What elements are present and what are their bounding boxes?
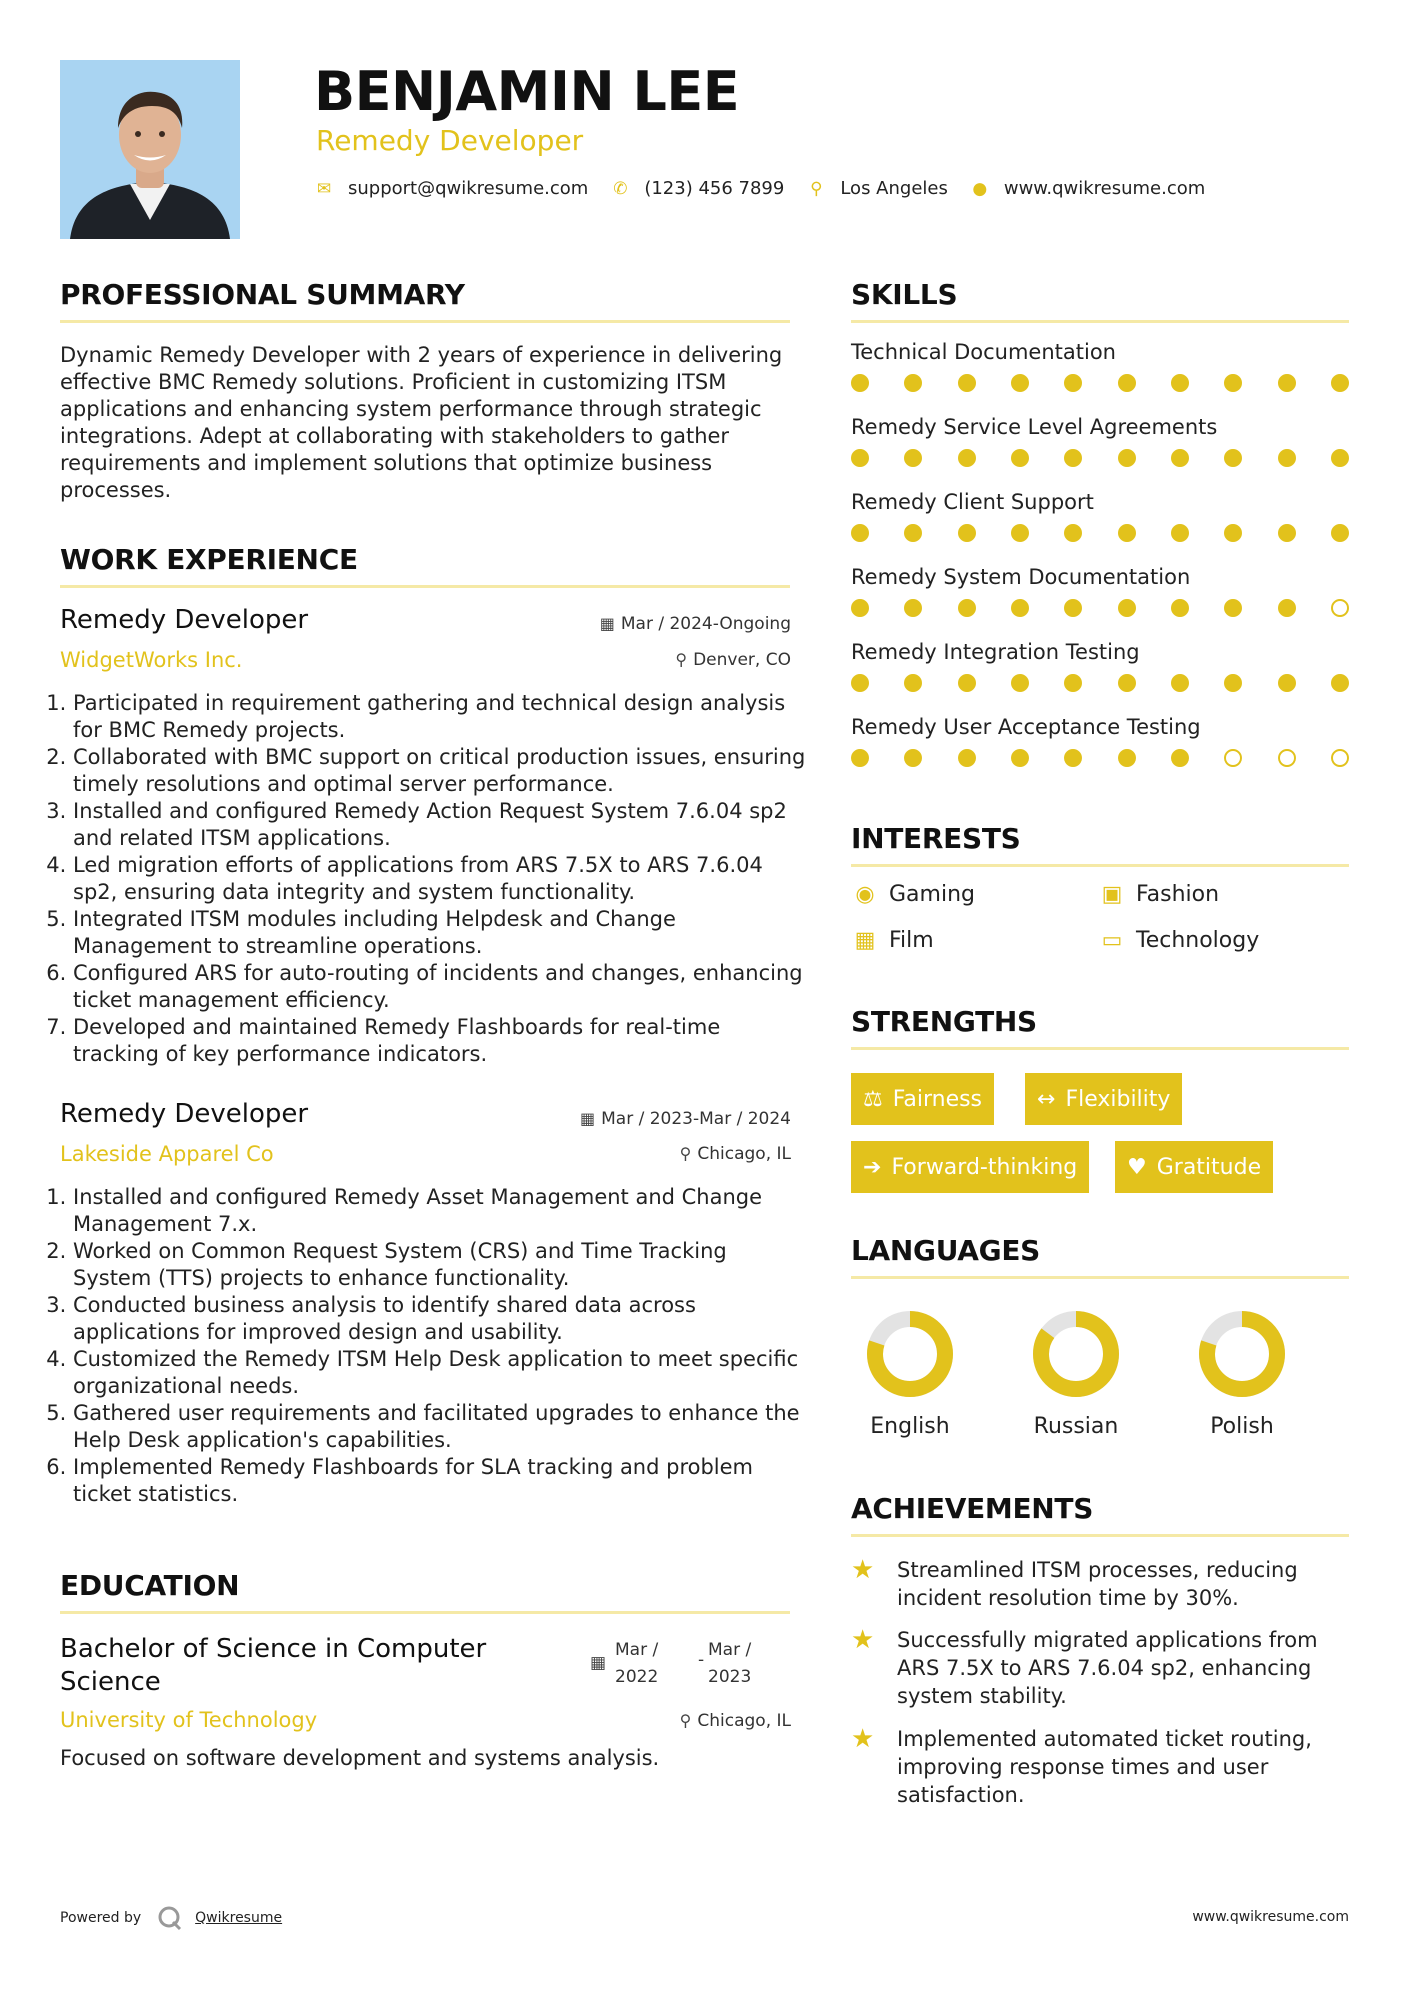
phone-icon: ✆ bbox=[613, 178, 628, 199]
edu-date-dash: - bbox=[698, 1650, 705, 1670]
interest-label: Gaming bbox=[889, 882, 975, 907]
candidate-name: BENJAMIN LEE bbox=[314, 60, 740, 123]
language-donut bbox=[1182, 1308, 1302, 1404]
achievement-text: Successfully migrated applications from ARS 7.5X to ARS 7.6.04 sp2, enhancing system stability. bbox=[897, 1628, 1318, 1708]
skill-rating bbox=[851, 449, 1349, 467]
rating-dot-filled bbox=[1224, 524, 1242, 542]
skill-rating bbox=[851, 599, 1349, 617]
achievement-item bbox=[851, 1725, 1349, 1809]
rating-dot-filled bbox=[958, 449, 976, 467]
contact-location: Los Angeles bbox=[840, 178, 948, 199]
job-location bbox=[675, 650, 791, 670]
achievement-item bbox=[851, 1556, 1349, 1612]
skill-row bbox=[851, 415, 1349, 490]
rating-dot-filled bbox=[958, 374, 976, 392]
calendar-icon: ▦ bbox=[579, 1109, 596, 1128]
rating-dot-filled bbox=[958, 524, 976, 542]
language-donut bbox=[850, 1308, 970, 1404]
achievement-text: Streamlined ITSM processes, reducing incident resolution time by 30%. bbox=[897, 1558, 1298, 1610]
job-title: Remedy Developer bbox=[60, 605, 309, 635]
rating-dot-filled bbox=[1064, 524, 1082, 542]
strengths-divider bbox=[851, 1047, 1349, 1050]
rating-dot-filled bbox=[1171, 674, 1189, 692]
degree-line: Bachelor of Science in Computer bbox=[60, 1634, 487, 1664]
summary-text: Dynamic Remedy Developer with 2 years of experience in delivering effective BMC Remedy solutions. Proficient in customizing ITSM applications and enhancing system performance through strategic integrations. Adept at collaborating with stakeholders to gather requirements and implement solutions that optimize business processes. bbox=[60, 343, 783, 502]
edu-end-year: 2023 bbox=[708, 1667, 752, 1687]
powered-by-text: Powered by bbox=[60, 1910, 142, 1926]
strength-label: Gratitude bbox=[1156, 1154, 1262, 1180]
language-donut bbox=[1016, 1308, 1136, 1404]
contact-email[interactable]: support@qwikresume.com bbox=[348, 178, 589, 199]
job-company: Lakeside Apparel Co bbox=[60, 1142, 274, 1166]
star-icon: ★ bbox=[851, 1625, 875, 1655]
language-label: Russian bbox=[1033, 1414, 1119, 1439]
skill-name: Remedy Service Level Agreements bbox=[851, 415, 1218, 439]
rating-dot-empty bbox=[1278, 749, 1296, 767]
rating-dot-filled bbox=[851, 524, 869, 542]
list-item: 5. Integrated ITSM modules including Helpdesk and Change Management to streamline operations. bbox=[73, 906, 811, 960]
bag-icon: ▣ bbox=[1101, 882, 1123, 907]
interest-item bbox=[851, 928, 934, 953]
list-item: 4. Customized the Remedy ITSM Help Desk application to meet specific organizational needs. bbox=[73, 1346, 811, 1400]
star-icon: ★ bbox=[851, 1724, 875, 1754]
edu-start-month: Mar / bbox=[615, 1640, 659, 1660]
list-item: 6. Configured ARS for auto-routing of incidents and changes, enhancing ticket management efficiency. bbox=[73, 960, 811, 1014]
skill-name: Remedy User Acceptance Testing bbox=[851, 715, 1201, 739]
achievement-text: Implemented automated ticket routing, improving response times and user satisfaction. bbox=[897, 1727, 1312, 1807]
achievements-divider bbox=[851, 1534, 1349, 1537]
achievements-heading: ACHIEVEMENTS bbox=[851, 1492, 1094, 1525]
interests-heading: INTERESTS bbox=[851, 822, 1021, 855]
contact-website[interactable]: www.qwikresume.com bbox=[1003, 178, 1206, 199]
job-location-text: Chicago, IL bbox=[697, 1144, 791, 1164]
rating-dot-empty bbox=[1331, 749, 1349, 767]
strength-label: Flexibility bbox=[1065, 1086, 1171, 1112]
rating-dot-filled bbox=[1331, 524, 1349, 542]
rating-dot-filled bbox=[1064, 374, 1082, 392]
globe-icon: ● bbox=[972, 178, 988, 199]
footer-url[interactable]: www.qwikresume.com bbox=[1192, 1909, 1349, 1925]
language-item bbox=[1182, 1308, 1302, 1408]
calendar-icon: ▦ bbox=[599, 614, 615, 633]
experience-heading: WORK EXPERIENCE bbox=[60, 543, 358, 576]
list-item: 5. Gathered user requirements and facilitated upgrades to enhance the Help Desk application's capabilities. bbox=[73, 1400, 811, 1454]
scale-icon: ⚖ bbox=[863, 1086, 883, 1112]
rating-dot-filled bbox=[958, 674, 976, 692]
strengths-heading: STRENGTHS bbox=[851, 1005, 1037, 1038]
rating-dot-filled bbox=[1171, 524, 1189, 542]
rating-dot-filled bbox=[1011, 599, 1029, 617]
person-portrait-icon bbox=[60, 60, 240, 239]
rating-dot-filled bbox=[1118, 674, 1136, 692]
rating-dot-filled bbox=[1118, 374, 1136, 392]
skill-row bbox=[851, 340, 1349, 415]
rating-dot-filled bbox=[904, 449, 922, 467]
strength-label: Forward-thinking bbox=[891, 1154, 1078, 1180]
rating-dot-filled bbox=[851, 374, 869, 392]
rating-dot-filled bbox=[958, 749, 976, 767]
rating-dot-filled bbox=[904, 674, 922, 692]
job-bullets bbox=[55, 1184, 811, 1508]
language-item bbox=[1016, 1308, 1136, 1408]
job-location-text: Denver, CO bbox=[693, 650, 791, 670]
edu-location-text: Chicago, IL bbox=[697, 1711, 791, 1731]
rating-dot-filled bbox=[904, 599, 922, 617]
strength-badge bbox=[1115, 1141, 1273, 1193]
skills-heading: SKILLS bbox=[851, 278, 958, 311]
rating-dot-filled bbox=[1118, 449, 1136, 467]
candidate-title: Remedy Developer bbox=[316, 124, 584, 157]
degree-title bbox=[60, 1633, 486, 1699]
summary-heading: PROFESSIONAL SUMMARY bbox=[60, 278, 465, 311]
rating-dot-filled bbox=[1118, 749, 1136, 767]
rating-dot-filled bbox=[1171, 599, 1189, 617]
qwikresume-logo-icon bbox=[157, 1905, 183, 1931]
edu-start-year: 2022 bbox=[615, 1667, 659, 1687]
rating-dot-filled bbox=[851, 674, 869, 692]
achievement-item bbox=[851, 1626, 1349, 1710]
list-item: 2. Worked on Common Request System (CRS) and Time Tracking System (TTS) projects to enhance functionality. bbox=[73, 1238, 811, 1292]
rating-dot-filled bbox=[1064, 599, 1082, 617]
rating-dot-filled bbox=[1011, 524, 1029, 542]
languages-heading: LANGUAGES bbox=[851, 1234, 1041, 1267]
rating-dot-filled bbox=[1171, 749, 1189, 767]
skill-row bbox=[851, 715, 1349, 790]
edu-description: Focused on software development and systems analysis. bbox=[60, 1746, 660, 1770]
rating-dot-filled bbox=[1118, 524, 1136, 542]
job-company: WidgetWorks Inc. bbox=[60, 648, 243, 672]
rating-dot-filled bbox=[904, 524, 922, 542]
rating-dot-filled bbox=[904, 749, 922, 767]
contact-phone[interactable]: (123) 456 7899 bbox=[644, 178, 785, 199]
arrow-right-icon: ➔ bbox=[863, 1154, 882, 1180]
skill-rating bbox=[851, 749, 1349, 767]
language-label: English bbox=[870, 1414, 950, 1439]
strength-badge bbox=[1025, 1073, 1182, 1125]
list-item: 6. Implemented Remedy Flashboards for SLA tracking and problem ticket statistics. bbox=[73, 1454, 811, 1508]
interest-label: Technology bbox=[1136, 928, 1260, 953]
strength-label: Fairness bbox=[892, 1086, 983, 1112]
rating-dot-filled bbox=[851, 749, 869, 767]
rating-dot-filled bbox=[1064, 674, 1082, 692]
calendar-icon: ▦ bbox=[590, 1653, 607, 1673]
edu-location bbox=[680, 1711, 791, 1731]
film-icon: ▦ bbox=[854, 928, 876, 953]
skill-row bbox=[851, 490, 1349, 565]
brand-link[interactable]: Qwikresume bbox=[195, 1910, 283, 1926]
job-dates bbox=[600, 614, 791, 634]
rating-dot-filled bbox=[1331, 674, 1349, 692]
interest-item bbox=[1098, 928, 1259, 953]
rating-dot-filled bbox=[1331, 449, 1349, 467]
rating-dot-filled bbox=[1064, 749, 1082, 767]
rating-dot-filled bbox=[1064, 449, 1082, 467]
list-item: 2. Collaborated with BMC support on critical production issues, ensuring timely resolutions and optimal server performance. bbox=[73, 744, 811, 798]
profile-photo bbox=[60, 60, 240, 239]
rating-dot-filled bbox=[1278, 524, 1296, 542]
languages-divider bbox=[851, 1276, 1349, 1279]
interest-label: Film bbox=[889, 928, 934, 953]
rating-dot-filled bbox=[851, 449, 869, 467]
degree-line: Science bbox=[60, 1667, 161, 1697]
footer-branding bbox=[60, 1905, 282, 1931]
skills-list bbox=[851, 340, 1349, 790]
skill-name: Remedy Integration Testing bbox=[851, 640, 1140, 664]
rating-dot-filled bbox=[1224, 374, 1242, 392]
rating-dot-filled bbox=[1011, 674, 1029, 692]
job-bullets bbox=[55, 690, 811, 1068]
strength-badge bbox=[851, 1073, 994, 1125]
interest-item bbox=[1098, 882, 1219, 907]
rating-dot-filled bbox=[904, 374, 922, 392]
pin-icon: ⚲ bbox=[679, 1711, 692, 1730]
edu-end-date bbox=[708, 1637, 751, 1691]
envelope-icon: ✉ bbox=[316, 178, 332, 199]
rating-dot-filled bbox=[958, 599, 976, 617]
edu-end-month: Mar / bbox=[708, 1640, 752, 1660]
skill-rating bbox=[851, 674, 1349, 692]
rating-dot-filled bbox=[1011, 749, 1029, 767]
language-label: Polish bbox=[1210, 1414, 1274, 1439]
experience-divider bbox=[60, 585, 790, 588]
heart-icon: ♥ bbox=[1127, 1154, 1147, 1180]
skill-name: Remedy System Documentation bbox=[851, 565, 1191, 589]
job-title: Remedy Developer bbox=[60, 1099, 309, 1129]
interest-label: Fashion bbox=[1136, 882, 1220, 907]
skills-divider bbox=[851, 320, 1349, 323]
contact-bar bbox=[314, 178, 1227, 199]
edu-start-date bbox=[615, 1637, 658, 1691]
pin-icon: ⚲ bbox=[679, 1144, 692, 1163]
job-dates-text: Mar / 2024-Ongoing bbox=[620, 614, 791, 634]
rating-dot-filled bbox=[1278, 599, 1296, 617]
summary-divider bbox=[60, 320, 790, 323]
skill-rating bbox=[851, 374, 1349, 392]
rating-dot-filled bbox=[851, 599, 869, 617]
rating-dot-filled bbox=[1171, 449, 1189, 467]
rating-dot-filled bbox=[1224, 449, 1242, 467]
strength-badge bbox=[851, 1141, 1089, 1193]
list-item: 3. Conducted business analysis to identify shared data across applications for improved design and usability. bbox=[73, 1292, 811, 1346]
skill-row bbox=[851, 565, 1349, 640]
job-dates bbox=[580, 1109, 791, 1129]
rating-dot-filled bbox=[1011, 374, 1029, 392]
education-divider bbox=[60, 1611, 790, 1614]
interests-divider bbox=[851, 864, 1349, 867]
rating-dot-filled bbox=[1331, 374, 1349, 392]
gamepad-icon: ◉ bbox=[855, 882, 875, 907]
rating-dot-filled bbox=[1224, 599, 1242, 617]
rating-dot-empty bbox=[1331, 599, 1349, 617]
pin-icon: ⚲ bbox=[675, 650, 688, 669]
list-item: 3. Installed and configured Remedy Action Request System 7.6.04 sp2 and related ITSM applications. bbox=[73, 798, 811, 852]
skill-row bbox=[851, 640, 1349, 715]
rating-dot-empty bbox=[1224, 749, 1242, 767]
rating-dot-filled bbox=[1278, 449, 1296, 467]
rating-dot-filled bbox=[1118, 599, 1136, 617]
list-item: 7. Developed and maintained Remedy Flashboards for real-time tracking of key performance indicators. bbox=[73, 1014, 811, 1068]
laptop-icon: ▭ bbox=[1101, 928, 1123, 953]
rating-dot-filled bbox=[1278, 674, 1296, 692]
school-name: University of Technology bbox=[60, 1708, 318, 1732]
arrows-icon: ↔ bbox=[1037, 1086, 1056, 1112]
job-dates-text: Mar / 2023-Mar / 2024 bbox=[601, 1109, 791, 1129]
skill-name: Technical Documentation bbox=[851, 340, 1116, 364]
rating-dot-filled bbox=[1224, 674, 1242, 692]
rating-dot-filled bbox=[1171, 374, 1189, 392]
skill-name: Remedy Client Support bbox=[851, 490, 1094, 514]
rating-dot-filled bbox=[1011, 449, 1029, 467]
rating-dot-filled bbox=[1278, 374, 1296, 392]
interest-item bbox=[851, 882, 975, 907]
list-item: 1. Installed and configured Remedy Asset Management and Change Management 7.x. bbox=[73, 1184, 811, 1238]
map-pin-icon: ⚲ bbox=[810, 178, 823, 199]
job-location bbox=[680, 1144, 791, 1164]
list-item: 4. Led migration efforts of applications from ARS 7.5X to ARS 7.6.04 sp2, ensuring data integrity and system functionality. bbox=[73, 852, 811, 906]
star-icon: ★ bbox=[851, 1555, 875, 1585]
skill-rating bbox=[851, 524, 1349, 542]
list-item: 1. Participated in requirement gathering and technical design analysis for BMC Remedy projects. bbox=[73, 690, 811, 744]
language-item bbox=[850, 1308, 970, 1408]
education-heading: EDUCATION bbox=[60, 1569, 240, 1602]
